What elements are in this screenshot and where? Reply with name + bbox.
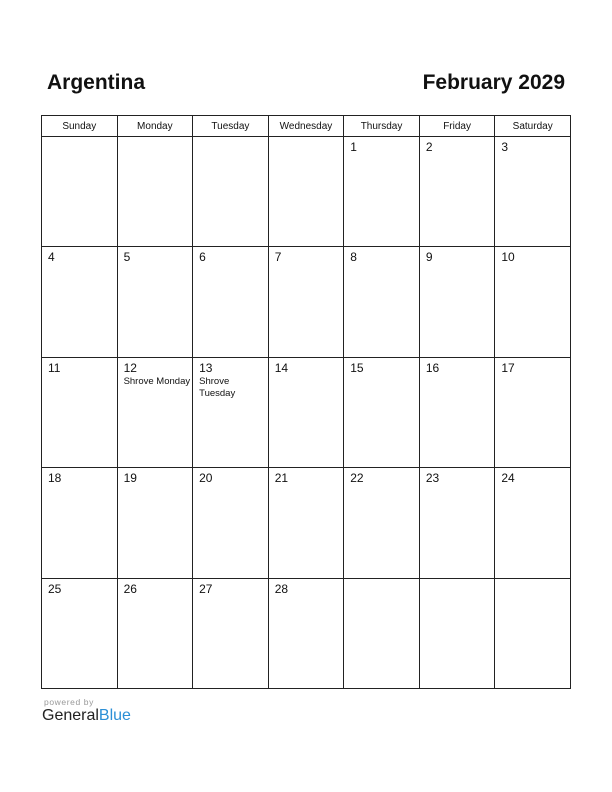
- day-cell: [193, 578, 269, 688]
- week-row: [42, 137, 571, 247]
- day-cell: [344, 137, 420, 247]
- day-cell: [344, 357, 420, 467]
- day-number: 15: [350, 360, 364, 375]
- day-number: 18: [48, 471, 62, 486]
- day-cell: [268, 578, 344, 688]
- weekday-header: Tuesday: [193, 116, 269, 137]
- day-number: [420, 579, 495, 583]
- day-number: 21: [274, 471, 289, 486]
- week-row: [42, 578, 571, 688]
- day-cell: [419, 357, 495, 467]
- country-title: Argentina: [47, 71, 146, 94]
- day-number: [193, 137, 268, 141]
- day-number: 23: [425, 471, 440, 486]
- brand-general: General: [42, 707, 99, 724]
- day-cell: [419, 468, 495, 578]
- day-number: 26: [123, 581, 137, 596]
- day-cell: [344, 578, 420, 688]
- day-number: 17: [501, 360, 515, 375]
- day-number: [269, 137, 344, 141]
- day-number: 7: [274, 250, 282, 265]
- day-number: 20: [199, 471, 213, 486]
- weekday-header: Saturday: [495, 116, 571, 137]
- day-cell: [495, 137, 571, 247]
- day-number: 11: [48, 360, 61, 375]
- day-cell: [419, 247, 495, 357]
- day-cell: [117, 468, 193, 578]
- day-cell: [495, 247, 571, 357]
- day-number: [118, 137, 193, 141]
- day-number: 12: [123, 360, 137, 375]
- day-number: 16: [425, 360, 440, 375]
- day-cell: [419, 578, 495, 688]
- day-cell: [268, 247, 344, 357]
- day-number: [42, 137, 117, 141]
- weekday-header: Friday: [419, 116, 495, 137]
- calendar-grid: [41, 115, 571, 689]
- week-row: [42, 468, 571, 578]
- day-cell: [344, 468, 420, 578]
- day-cell: [495, 357, 571, 467]
- day-number: 3: [501, 140, 509, 154]
- day-cell: [268, 357, 344, 467]
- day-cell: [495, 468, 571, 578]
- day-cell: [117, 247, 193, 357]
- day-cell: [42, 137, 118, 247]
- brand-blue: Blue: [98, 707, 131, 724]
- day-cell: [42, 357, 118, 467]
- day-cell: [42, 247, 118, 357]
- day-cell: [117, 357, 193, 467]
- week-row: [42, 247, 571, 357]
- day-number: [495, 579, 570, 583]
- day-number: 22: [350, 471, 364, 486]
- day-cell: [193, 247, 269, 357]
- day-number: 1: [350, 140, 357, 154]
- day-number: 4: [48, 250, 55, 265]
- day-cell: [495, 578, 571, 688]
- day-number: 25: [48, 581, 62, 596]
- day-number: 24: [501, 471, 515, 486]
- day-number: 2: [425, 140, 433, 154]
- day-number: 13: [199, 360, 213, 375]
- day-cell: [117, 578, 193, 688]
- holiday-label: Shrove Monday: [123, 375, 191, 387]
- holiday-label: Shrove Tuesday: [199, 375, 236, 399]
- day-cell: [344, 247, 420, 357]
- day-cell: [268, 468, 344, 578]
- day-cell: [193, 137, 269, 247]
- powered-by-text: powered by: [44, 697, 94, 707]
- weekday-header: Wednesday: [268, 116, 344, 137]
- day-number: 9: [425, 250, 433, 265]
- day-number: 27: [199, 581, 213, 596]
- day-number: 10: [501, 250, 515, 265]
- day-cell: [42, 468, 118, 578]
- weekday-header: Monday: [117, 116, 193, 137]
- weekday-header-row: [42, 116, 571, 137]
- weekday-header: Sunday: [42, 116, 118, 137]
- day-number: 5: [123, 250, 131, 265]
- day-cell: [42, 578, 118, 688]
- weekday-header: Thursday: [344, 116, 420, 137]
- day-number: 6: [199, 250, 206, 265]
- day-number: 28: [274, 581, 289, 596]
- brand-logo[interactable]: [42, 707, 131, 725]
- month-title: February 2029: [422, 71, 565, 94]
- day-number: 8: [350, 250, 357, 265]
- day-cell: [193, 468, 269, 578]
- day-cell: [419, 137, 495, 247]
- day-number: 19: [123, 471, 137, 486]
- week-row: [42, 357, 571, 467]
- day-number: [344, 579, 419, 583]
- day-cell: [193, 357, 269, 467]
- day-number: 14: [274, 360, 289, 375]
- day-cell: [117, 137, 193, 247]
- day-cell: [268, 137, 344, 247]
